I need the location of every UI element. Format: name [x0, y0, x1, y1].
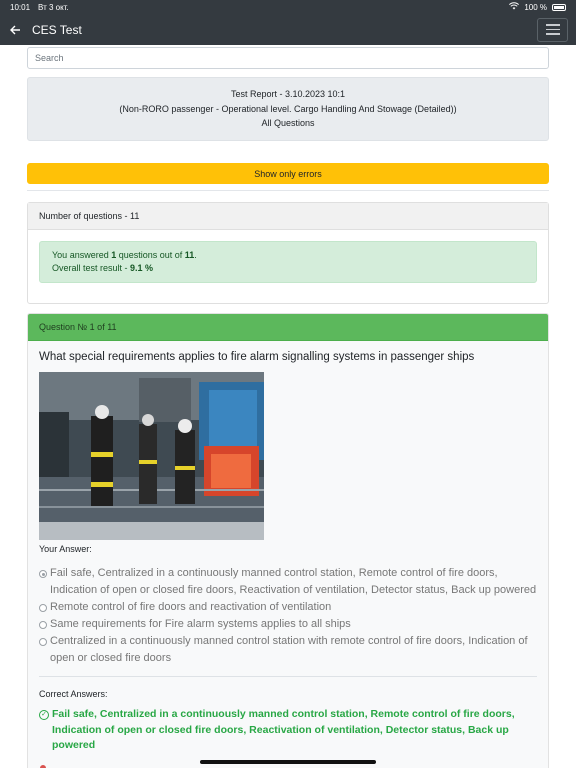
hamburger-menu-button[interactable]	[537, 18, 568, 42]
test-report-info	[27, 77, 549, 141]
question-card	[27, 313, 549, 768]
total-count: 11	[184, 250, 195, 260]
answered-suffix: .	[194, 250, 197, 260]
battery-percent: 100 %	[524, 2, 547, 12]
report-title: Test Report - 3.10.2023 10:1	[230, 89, 346, 100]
summary-header: Number of questions - 11	[28, 203, 548, 230]
answer-option-text: Fail safe, Centralized in a continuously manned control station, Remote control of fire doors, Indication of open or closed fire doors, Reactivation of ventilation, Detector status, Back up powered	[50, 567, 537, 596]
radio-icon[interactable]	[39, 604, 47, 612]
menu-line-icon	[546, 24, 560, 26]
back-arrow-icon[interactable]	[8, 23, 22, 37]
home-indicator[interactable]	[200, 760, 376, 764]
report-subtitle: (Non-RORO passenger - Operational level. Cargo Handling And Stowage (Detailed))	[119, 103, 457, 114]
divider	[27, 190, 549, 191]
correct-answers-label: Correct Answers:	[39, 689, 108, 699]
status-date: Вт 3 окт.	[38, 2, 69, 12]
result-alert	[39, 241, 537, 283]
search-input[interactable]	[27, 47, 549, 69]
battery-icon	[552, 4, 566, 11]
answered-middle: questions out of	[116, 250, 185, 260]
answer-option-text: Centralized in a continuously manned control station with remote control of fire doors, Indication of open or closed fire doors	[50, 635, 528, 664]
answered-line	[52, 249, 524, 262]
answered-count: 1	[111, 250, 117, 260]
answer-option[interactable]	[39, 616, 537, 633]
answer-option-text: Remote control of fire doors and reactivation of ventilation	[50, 601, 332, 613]
answer-option[interactable]	[39, 599, 537, 616]
answer-option[interactable]	[39, 633, 537, 667]
summary-card	[27, 202, 549, 304]
menu-line-icon	[546, 33, 560, 35]
wifi-icon	[509, 2, 519, 12]
question-text: What special requirements applies to fire alarm signalling systems in passenger ships	[39, 351, 475, 363]
your-answer-label: Your Answer:	[39, 544, 92, 554]
main-content	[27, 45, 549, 768]
radio-selected-icon[interactable]	[39, 570, 47, 578]
question-photo	[39, 372, 264, 540]
radio-icon[interactable]	[39, 638, 47, 646]
correct-answer-text: Fail safe, Centralized in a continuously manned control station, Remote control of fire doors, Indication of open or closed fire doors, Reactivation of ventilation, Detector status, Back up powered	[52, 708, 515, 751]
result-value: 9.1 %	[130, 263, 154, 273]
answer-option[interactable]	[39, 565, 537, 599]
report-scope: All Questions	[261, 118, 315, 129]
answered-prefix: You answered	[52, 250, 112, 260]
result-prefix: Overall test result -	[52, 263, 131, 273]
answer-options	[39, 565, 537, 667]
correct-answer	[39, 707, 537, 754]
status-bar	[0, 0, 576, 14]
radio-icon[interactable]	[39, 621, 47, 629]
result-line	[52, 262, 524, 275]
question-header: Question № 1 of 11	[28, 314, 548, 341]
answer-option-text: Same requirements for Fire alarm systems applies to all ships	[50, 618, 351, 630]
divider	[39, 676, 537, 677]
top-navbar	[0, 14, 576, 45]
menu-line-icon	[546, 29, 560, 31]
check-circle-icon: ✓	[39, 710, 49, 720]
status-time: 10:01	[10, 2, 31, 12]
page-title: CES Test	[32, 22, 82, 37]
show-only-errors-button[interactable]: Show only errors	[27, 163, 549, 184]
